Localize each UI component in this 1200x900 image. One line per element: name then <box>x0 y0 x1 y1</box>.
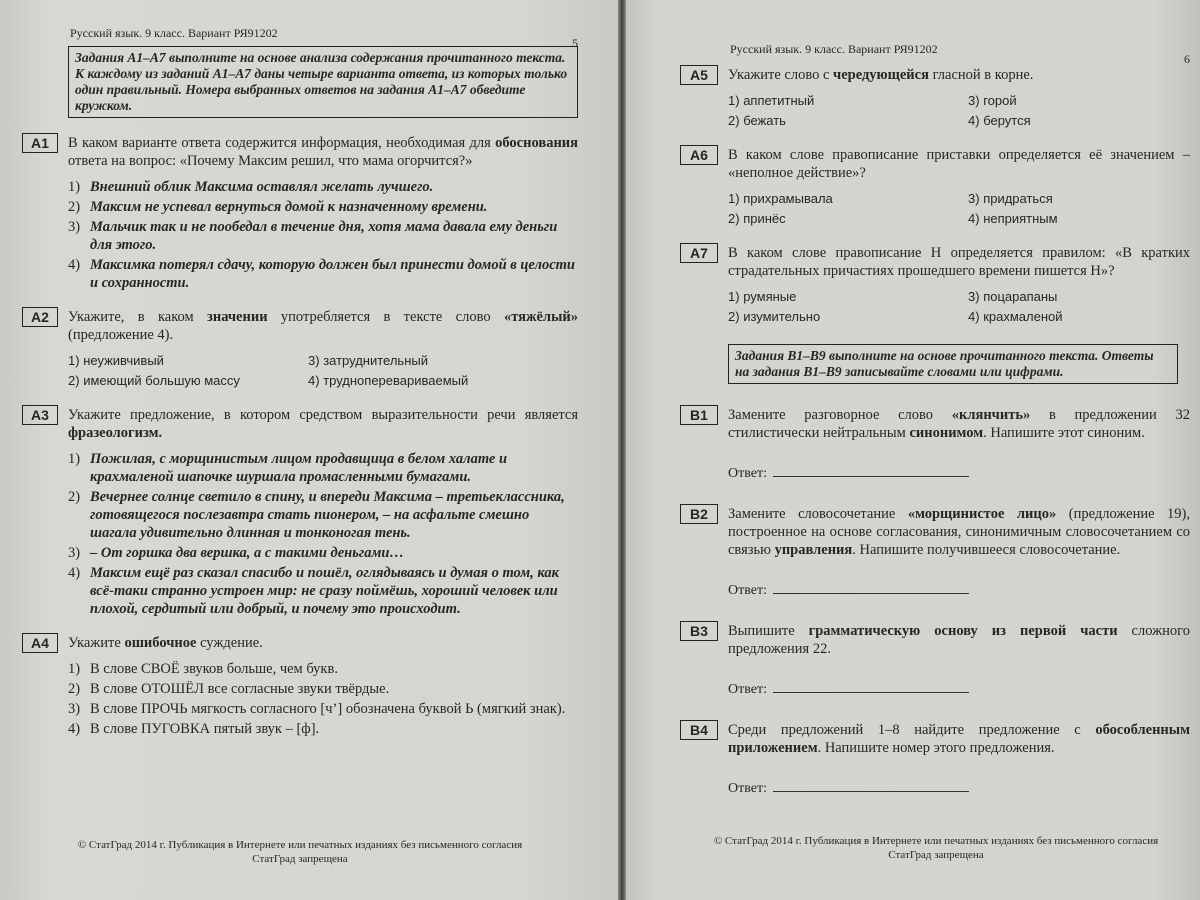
answer-option[interactable]: 3) В слове ПРОЧЬ мягкость согласного [ч’] обозначена буквой Ь (мягкий знак). <box>68 701 566 717</box>
task-question: Укажите слово с чередующейся гласной в корне. <box>728 67 1034 83</box>
task-a5 <box>652 66 1190 130</box>
instruction-box: Задания А1–А7 выполните на основе анализа содержания прочитанного текста. К каждому из заданий А1–А7 даны четыре варианта ответа, из которых только один правильный. Номера выбранных ответов на задания А1–А7 обведите кружком. <box>68 46 578 118</box>
right-page <box>626 0 1200 900</box>
task-a2 <box>14 308 578 390</box>
task-question: В каком слове правописание Н определяется правилом: «В кратких страдательных причастиях прошедшего времени пишется Н»? <box>728 245 1190 279</box>
task-a1 <box>14 134 578 292</box>
answer-option[interactable]: 1) прихрамывала <box>728 191 833 206</box>
task-question: В каком варианте ответа содержится информация, необходимая для обоснования ответа на вопрос: «Почему Максим решил, что мама огорчится?» <box>68 135 578 169</box>
task-a7 <box>652 244 1190 326</box>
answer-option[interactable]: 4) берутся <box>968 113 1031 128</box>
page-header <box>70 26 578 50</box>
task-label: А7 <box>680 243 718 263</box>
answer-field[interactable]: Ответ: <box>728 779 1190 798</box>
answer-option[interactable]: 4) Максимка потерял сдачу, которую должен был принести домой в целости и сохранности. <box>68 257 575 291</box>
answer-field[interactable]: Ответ: <box>728 680 1190 699</box>
copyright-footer: © СтатГрад 2014 г. Публикация в Интернете или печатных изданиях без письменного согласия СтатГрад запрещена <box>77 839 523 865</box>
task-b1 <box>652 406 1190 483</box>
task-question: В каком слове правописание приставки определяется её значением – «неполное действие»? <box>728 147 1190 181</box>
answer-option[interactable]: 3) придраться <box>968 191 1053 206</box>
answer-option[interactable]: 1) неуживчивый <box>68 353 164 368</box>
answer-option[interactable]: 3) горой <box>968 93 1017 108</box>
copyright-footer: © СтатГрад 2014 г. Публикация в Интернете или печатных изданиях без письменного согласия СтатГрад запрещена <box>713 835 1159 861</box>
task-a3 <box>14 406 578 618</box>
task-label: А4 <box>22 633 58 653</box>
task-question: Укажите ошибочное суждение. <box>68 635 263 651</box>
task-b3 <box>652 622 1190 699</box>
answer-option[interactable]: 2) имеющий большую массу <box>68 373 240 388</box>
answer-option[interactable]: 4) крахмаленой <box>968 309 1063 324</box>
page-number: 5 <box>572 36 578 50</box>
header-title: Русский язык. 9 класс. Вариант РЯ91202 <box>730 42 938 56</box>
answer-option[interactable]: 2) бежать <box>728 113 786 128</box>
task-b2 <box>652 505 1190 600</box>
task-label: В3 <box>680 621 718 641</box>
book-gutter <box>618 0 626 900</box>
answer-option[interactable]: 2) Вечернее солнце светило в спину, и впереди Максима – третьеклассника, готовящегося послезавтра стать пионером, – на асфальте смешно шагала удивительно длинная и тонконогая тень. <box>68 489 565 541</box>
answer-option[interactable]: 1) румяные <box>728 289 797 304</box>
task-question: Замените разговорное слово «клянчить» в предложении 32 стилистически нейтральным синонимом. Напишите этот синоним. <box>728 407 1190 441</box>
task-label: А6 <box>680 145 718 165</box>
answer-field[interactable]: Ответ: <box>728 464 1190 483</box>
task-question: Среди предложений 1–8 найдите предложение с обособленным приложением. Напишите номер этого предложения. <box>728 722 1190 756</box>
task-a4 <box>14 634 578 738</box>
task-a6 <box>652 146 1190 228</box>
answer-option[interactable]: 4) Максим ещё раз сказал спасибо и пошёл, оглядываясь и думая о том, как всё-таки странно устроен мир: не сразу поймёшь, хороший человек или плохой, сердитый или добрый, и почему это происходит. <box>68 565 560 617</box>
task-question: Укажите, в каком значении употребляется в тексте слово «тяжёлый» (предложение 4). <box>68 309 578 343</box>
answer-option[interactable]: 3) поцарапаны <box>968 289 1058 304</box>
answer-option[interactable]: 1) аппетитный <box>728 93 815 108</box>
task-b4 <box>652 721 1190 798</box>
task-label: А3 <box>22 405 58 425</box>
answer-option[interactable]: 2) Максим не успевал вернуться домой к назначенному времени. <box>68 199 488 215</box>
answer-option[interactable]: 2) принёс <box>728 211 786 226</box>
answer-option[interactable]: 3) – От горшка два вершка, а с такими деньгами… <box>68 545 404 561</box>
task-label: В2 <box>680 504 718 524</box>
answer-option[interactable]: 2) изумительно <box>728 309 821 324</box>
instruction-box: Задания В1–В9 выполните на основе прочитанного текста. Ответы на задания В1–В9 записывайте словами или цифрами. <box>728 344 1178 384</box>
answer-field[interactable]: Ответ: <box>728 581 1190 600</box>
answer-option[interactable]: 1) Внешний облик Максима оставлял желать лучшего. <box>68 179 434 195</box>
task-question: Выпишите грамматическую основу из первой части сложного предложения 22. <box>728 623 1190 657</box>
answer-option[interactable]: 1) Пожилая, с морщинистым лицом продавщица в белом халате и крахмаленой шапочке шуршала промасленными бумагами. <box>68 451 508 485</box>
task-label: А1 <box>22 133 58 153</box>
task-label: В4 <box>680 720 718 740</box>
task-label: А2 <box>22 307 58 327</box>
header-title: Русский язык. 9 класс. Вариант РЯ91202 <box>70 26 278 40</box>
answer-option[interactable]: 4) неприятным <box>968 211 1058 226</box>
answer-option[interactable]: 4) В слове ПУГОВКА пятый звук – [ф]. <box>68 721 320 737</box>
answer-option[interactable]: 3) Мальчик так и не пообедал в течение дня, хотя мама давала ему деньги для этого. <box>68 219 558 253</box>
answer-option[interactable]: 2) В слове ОТОШЁЛ все согласные звуки твёрдые. <box>68 681 390 697</box>
answer-option[interactable]: 4) трудноперевариваемый <box>308 373 469 388</box>
task-question: Укажите предложение, в котором средством выразительности речи является фразеологизм. <box>68 407 578 441</box>
answer-option[interactable]: 1) В слове СВОЁ звуков больше, чем букв. <box>68 661 338 677</box>
page-number: 6 <box>1184 52 1190 66</box>
page-header <box>730 42 1190 66</box>
answer-option[interactable]: 3) затруднительный <box>308 353 428 368</box>
task-label: В1 <box>680 405 718 425</box>
task-label: А5 <box>680 65 718 85</box>
task-question: Замените словосочетание «морщинистое лицо» (предложение 19), построенное на основе согласования, синонимичным словосочетанием со связью управления. Напишите получившееся словосочетание. <box>728 506 1191 558</box>
